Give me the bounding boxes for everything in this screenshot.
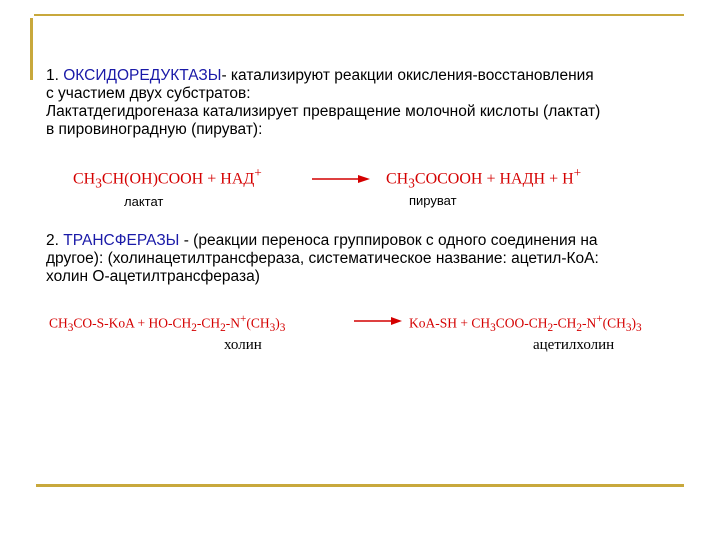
reaction-arrow-2 [354,315,402,327]
oxidoreductases-line-4: в пировиноградную (пируват): [46,121,263,138]
section-number: 1. [46,67,64,84]
transferases-heading: ТРАНСФЕРАЗЫ [63,232,180,249]
transferases-line-2: другое): (холинацетилтрансфераза, систематическое название: ацетил-КоА: [46,250,599,267]
acetylcholine-products-formula: $KoA-SH + CH_3COO-CH_2-CH_2-N^+(CH_3)_3$ [409,313,642,335]
transferases-line-1 [46,232,696,250]
decorative-top-line [34,14,684,16]
oxidoreductases-paragraph [46,67,696,139]
lactate-caption: лактат [124,194,164,209]
pyruvate-formula: $CH_3COCOOH$ + НАДН + Н+ [386,165,582,191]
line-text: - катализируют реакции окисления-восстановления [221,67,594,84]
pyruvate-caption: пируват [409,193,457,208]
choline-caption: холин [224,337,262,353]
choline-reactants-formula: $CH_3CO-S$-KoA + $HO-CH_2-CH_2-N^+(CH_3)_3$ [49,313,286,335]
oxidoreductases-line-2: с участием двух субстратов: [46,85,251,102]
acetylcholine-caption: ацетилхолин [533,337,615,353]
oxidoreductases-line-1 [46,67,696,85]
oxidoreductases-line-3: Лактатдегидрогеназа катализирует превращение молочной кислоты (лактат) [46,103,601,120]
transferases-line-3: холин О-ацетилтрансфераза) [46,268,260,285]
section-number: 2. [46,232,64,249]
line-text: - (реакции переноса группировок с одного соединения на [179,232,598,249]
decorative-bottom-line [36,484,684,487]
decorative-vertical-line [30,18,33,80]
lactate-formula: $CH_3CH(OH)COOH + НАД^+$ [73,165,262,191]
transferases-paragraph [46,232,696,286]
oxidoreductases-heading: ОКСИДОРЕДУКТАЗЫ [63,67,222,84]
reaction-arrow-1 [312,173,370,185]
